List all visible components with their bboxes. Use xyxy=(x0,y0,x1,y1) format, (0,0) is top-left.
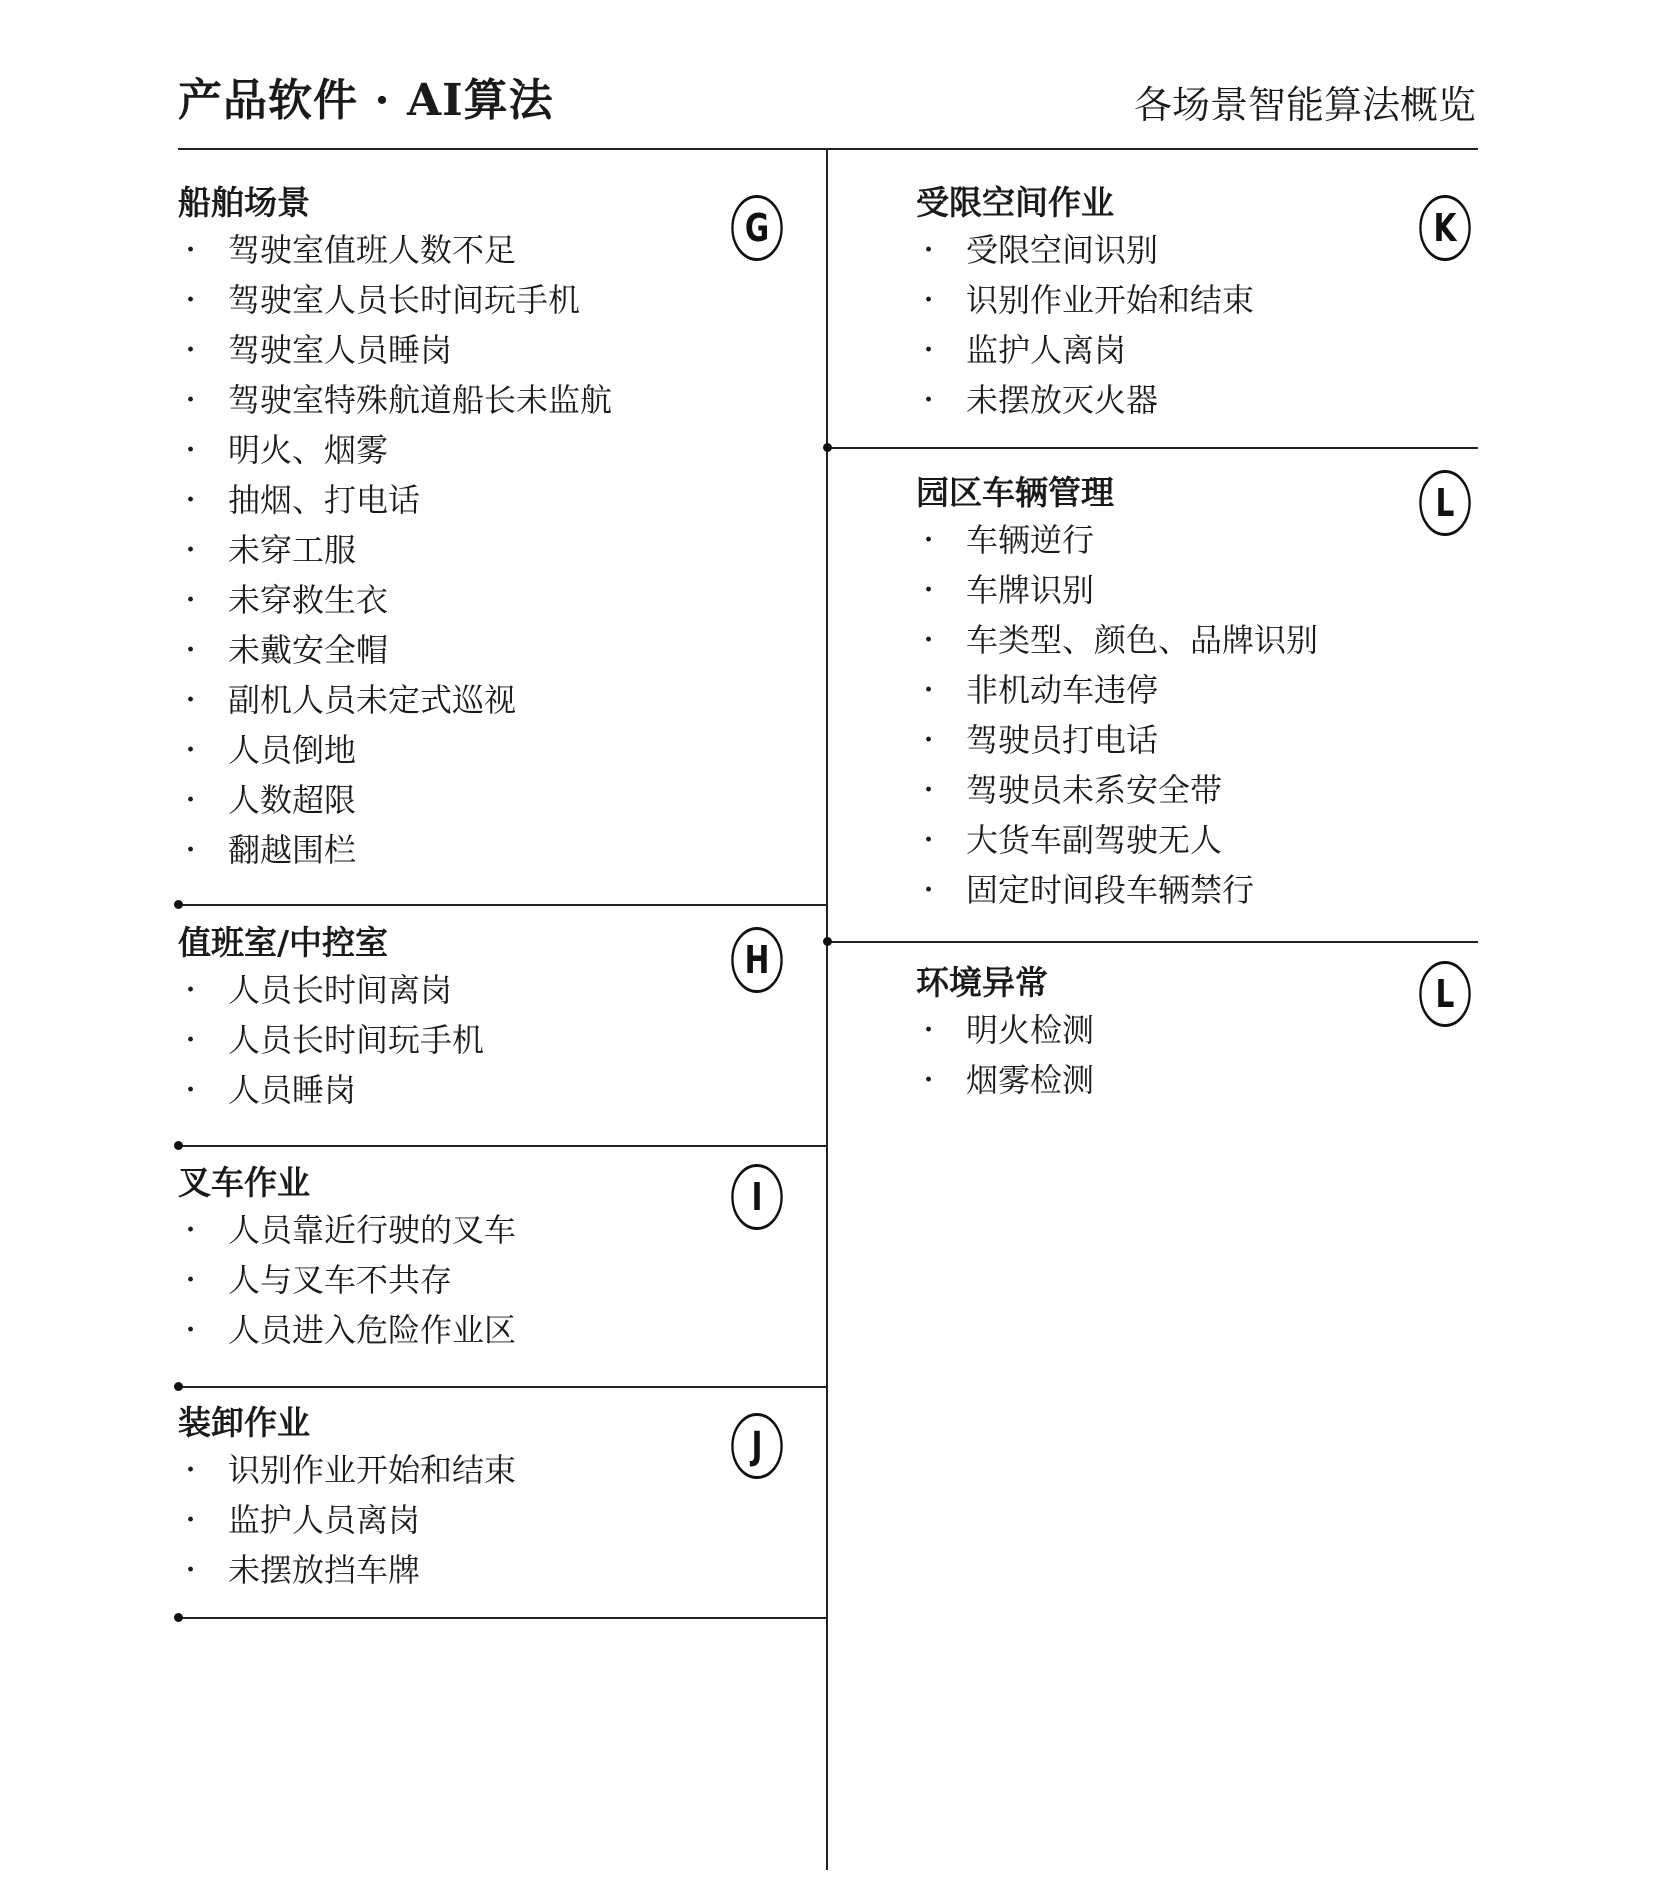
list-item-label: 固定时间段车辆禁行 xyxy=(966,871,1255,909)
list-item xyxy=(178,1305,516,1355)
list-item-label: 明火检测 xyxy=(966,1011,1095,1049)
list-item xyxy=(178,1445,516,1495)
list-item xyxy=(178,1545,516,1595)
bullet: · xyxy=(186,1555,196,1585)
bullet: · xyxy=(924,385,934,415)
algorithm-list xyxy=(916,515,1318,915)
list-item xyxy=(178,675,612,725)
list-item-label: 车类型、颜色、品牌识别 xyxy=(966,621,1319,659)
list-item xyxy=(916,515,1318,565)
list-item xyxy=(916,1005,1094,1055)
bullet: · xyxy=(186,1025,196,1055)
bullet: · xyxy=(924,875,934,905)
list-item xyxy=(178,275,612,325)
bullet: · xyxy=(924,285,934,315)
list-item xyxy=(178,225,612,275)
bullet: · xyxy=(186,1075,196,1105)
bullet: · xyxy=(186,385,196,415)
list-item xyxy=(178,1065,484,1115)
bullet: · xyxy=(186,485,196,515)
section-badge-j: J xyxy=(731,1413,782,1479)
list-item-label: 驾驶员打电话 xyxy=(966,721,1159,759)
list-item xyxy=(178,375,612,425)
bullet: · xyxy=(924,525,934,555)
list-item-label: 人员长时间玩手机 xyxy=(228,1021,485,1059)
section-title: 叉车作业 xyxy=(178,1163,310,1202)
section-badge-h: H xyxy=(731,927,782,993)
list-item-label: 人员进入危险作业区 xyxy=(228,1311,517,1349)
algorithm-list xyxy=(916,225,1254,425)
list-item-label: 抽烟、打电话 xyxy=(228,481,421,519)
list-item-label: 未戴安全帽 xyxy=(228,631,389,669)
section-title: 装卸作业 xyxy=(178,1403,310,1442)
list-item-label: 人员长时间离岗 xyxy=(228,971,453,1009)
list-item xyxy=(916,665,1318,715)
algorithm-list xyxy=(178,1445,516,1595)
list-item xyxy=(916,325,1254,375)
list-item xyxy=(916,715,1318,765)
page-title: 产品软件 · AI算法 xyxy=(178,75,554,126)
divider-dot xyxy=(174,1382,183,1391)
section-divider xyxy=(827,941,1478,943)
list-item xyxy=(178,525,612,575)
list-item xyxy=(178,475,612,525)
section-divider xyxy=(178,1145,827,1147)
divider-dot xyxy=(174,1141,183,1150)
bullet: · xyxy=(186,975,196,1005)
list-item-label: 人员靠近行驶的叉车 xyxy=(228,1211,517,1249)
algorithm-list xyxy=(178,1205,516,1355)
bullet: · xyxy=(186,1315,196,1345)
list-item-label: 未穿救生衣 xyxy=(228,581,389,619)
list-item xyxy=(178,775,612,825)
section-title: 值班室/中控室 xyxy=(178,923,389,962)
section-divider xyxy=(178,1617,827,1619)
bullet: · xyxy=(924,825,934,855)
list-item xyxy=(916,765,1318,815)
list-item-label: 人数超限 xyxy=(228,781,357,819)
list-item-label: 副机人员未定式巡视 xyxy=(228,681,517,719)
bullet: · xyxy=(186,685,196,715)
list-item-label: 识别作业开始和结束 xyxy=(966,281,1255,319)
column-divider xyxy=(826,149,828,1870)
bullet: · xyxy=(924,575,934,605)
list-item xyxy=(916,225,1254,275)
list-item-label: 翻越围栏 xyxy=(228,831,357,869)
list-item-label: 人员睡岗 xyxy=(228,1071,357,1109)
section-badge-i: I xyxy=(731,1164,782,1230)
bullet: · xyxy=(186,235,196,265)
list-item xyxy=(916,565,1318,615)
section-divider xyxy=(178,1386,827,1388)
bullet: · xyxy=(186,1215,196,1245)
list-item-label: 驾驶室特殊航道船长未监航 xyxy=(228,381,613,419)
page-subtitle: 各场景智能算法概览 xyxy=(1133,83,1476,127)
list-item-label: 未摆放灭火器 xyxy=(966,381,1159,419)
list-item-label: 人与叉车不共存 xyxy=(228,1261,453,1299)
list-item-label: 明火、烟雾 xyxy=(228,431,389,469)
list-item-label: 车牌识别 xyxy=(966,571,1095,609)
list-item-label: 识别作业开始和结束 xyxy=(228,1451,517,1489)
bullet: · xyxy=(924,625,934,655)
list-item xyxy=(178,725,612,775)
list-item-label: 非机动车违停 xyxy=(966,671,1159,709)
header-divider xyxy=(178,148,1478,150)
list-item xyxy=(916,1055,1094,1105)
bullet: · xyxy=(186,285,196,315)
bullet: · xyxy=(186,585,196,615)
list-item xyxy=(178,965,484,1015)
section-title: 园区车辆管理 xyxy=(916,473,1114,512)
bullet: · xyxy=(924,775,934,805)
bullet: · xyxy=(924,725,934,755)
divider-dot xyxy=(174,1613,183,1622)
list-item-label: 受限空间识别 xyxy=(966,231,1159,269)
list-item-label: 驾驶室人员长时间玩手机 xyxy=(228,281,581,319)
list-item xyxy=(916,865,1318,915)
section-title: 环境异常 xyxy=(916,963,1048,1002)
list-item-label: 驾驶员未系安全带 xyxy=(966,771,1223,809)
divider-dot xyxy=(823,443,832,452)
list-item xyxy=(178,575,612,625)
bullet: · xyxy=(186,735,196,765)
section-badge-l: L xyxy=(1419,470,1470,536)
bullet: · xyxy=(186,1455,196,1485)
list-item-label: 驾驶室人员睡岗 xyxy=(228,331,453,369)
list-item xyxy=(178,625,612,675)
list-item xyxy=(178,825,612,875)
list-item-label: 监护人离岗 xyxy=(966,331,1127,369)
list-item xyxy=(916,275,1254,325)
bullet: · xyxy=(924,335,934,365)
bullet: · xyxy=(186,435,196,465)
list-item-label: 未摆放挡车牌 xyxy=(228,1551,421,1589)
list-item xyxy=(916,815,1318,865)
bullet: · xyxy=(924,675,934,705)
section-title: 受限空间作业 xyxy=(916,183,1114,222)
list-item xyxy=(178,1495,516,1545)
list-item xyxy=(178,1015,484,1065)
algorithm-list xyxy=(178,225,612,875)
bullet: · xyxy=(186,785,196,815)
bullet: · xyxy=(186,1265,196,1295)
list-item-label: 大货车副驾驶无人 xyxy=(966,821,1223,859)
bullet: · xyxy=(924,1065,934,1095)
bullet: · xyxy=(924,1015,934,1045)
section-divider xyxy=(827,447,1478,449)
section-divider xyxy=(178,904,827,906)
bullet: · xyxy=(186,535,196,565)
divider-dot xyxy=(823,937,832,946)
divider-dot xyxy=(174,900,183,909)
section-badge-g: G xyxy=(731,195,782,261)
list-item xyxy=(178,325,612,375)
list-item xyxy=(178,1255,516,1305)
list-item-label: 驾驶室值班人数不足 xyxy=(228,231,517,269)
algorithm-list xyxy=(178,965,484,1115)
list-item-label: 人员倒地 xyxy=(228,731,357,769)
bullet: · xyxy=(186,635,196,665)
bullet: · xyxy=(186,335,196,365)
list-item xyxy=(916,375,1254,425)
section-badge-l-env: L xyxy=(1419,961,1470,1027)
list-item xyxy=(178,1205,516,1255)
section-title: 船舶场景 xyxy=(178,183,310,222)
bullet: · xyxy=(186,835,196,865)
list-item xyxy=(916,615,1318,665)
list-item-label: 车辆逆行 xyxy=(966,521,1095,559)
list-item-label: 监护人员离岗 xyxy=(228,1501,421,1539)
bullet: · xyxy=(924,235,934,265)
algorithm-list xyxy=(916,1005,1094,1105)
list-item-label: 未穿工服 xyxy=(228,531,357,569)
list-item xyxy=(178,425,612,475)
bullet: · xyxy=(186,1505,196,1535)
list-item-label: 烟雾检测 xyxy=(966,1061,1095,1099)
section-badge-k: K xyxy=(1419,195,1470,261)
